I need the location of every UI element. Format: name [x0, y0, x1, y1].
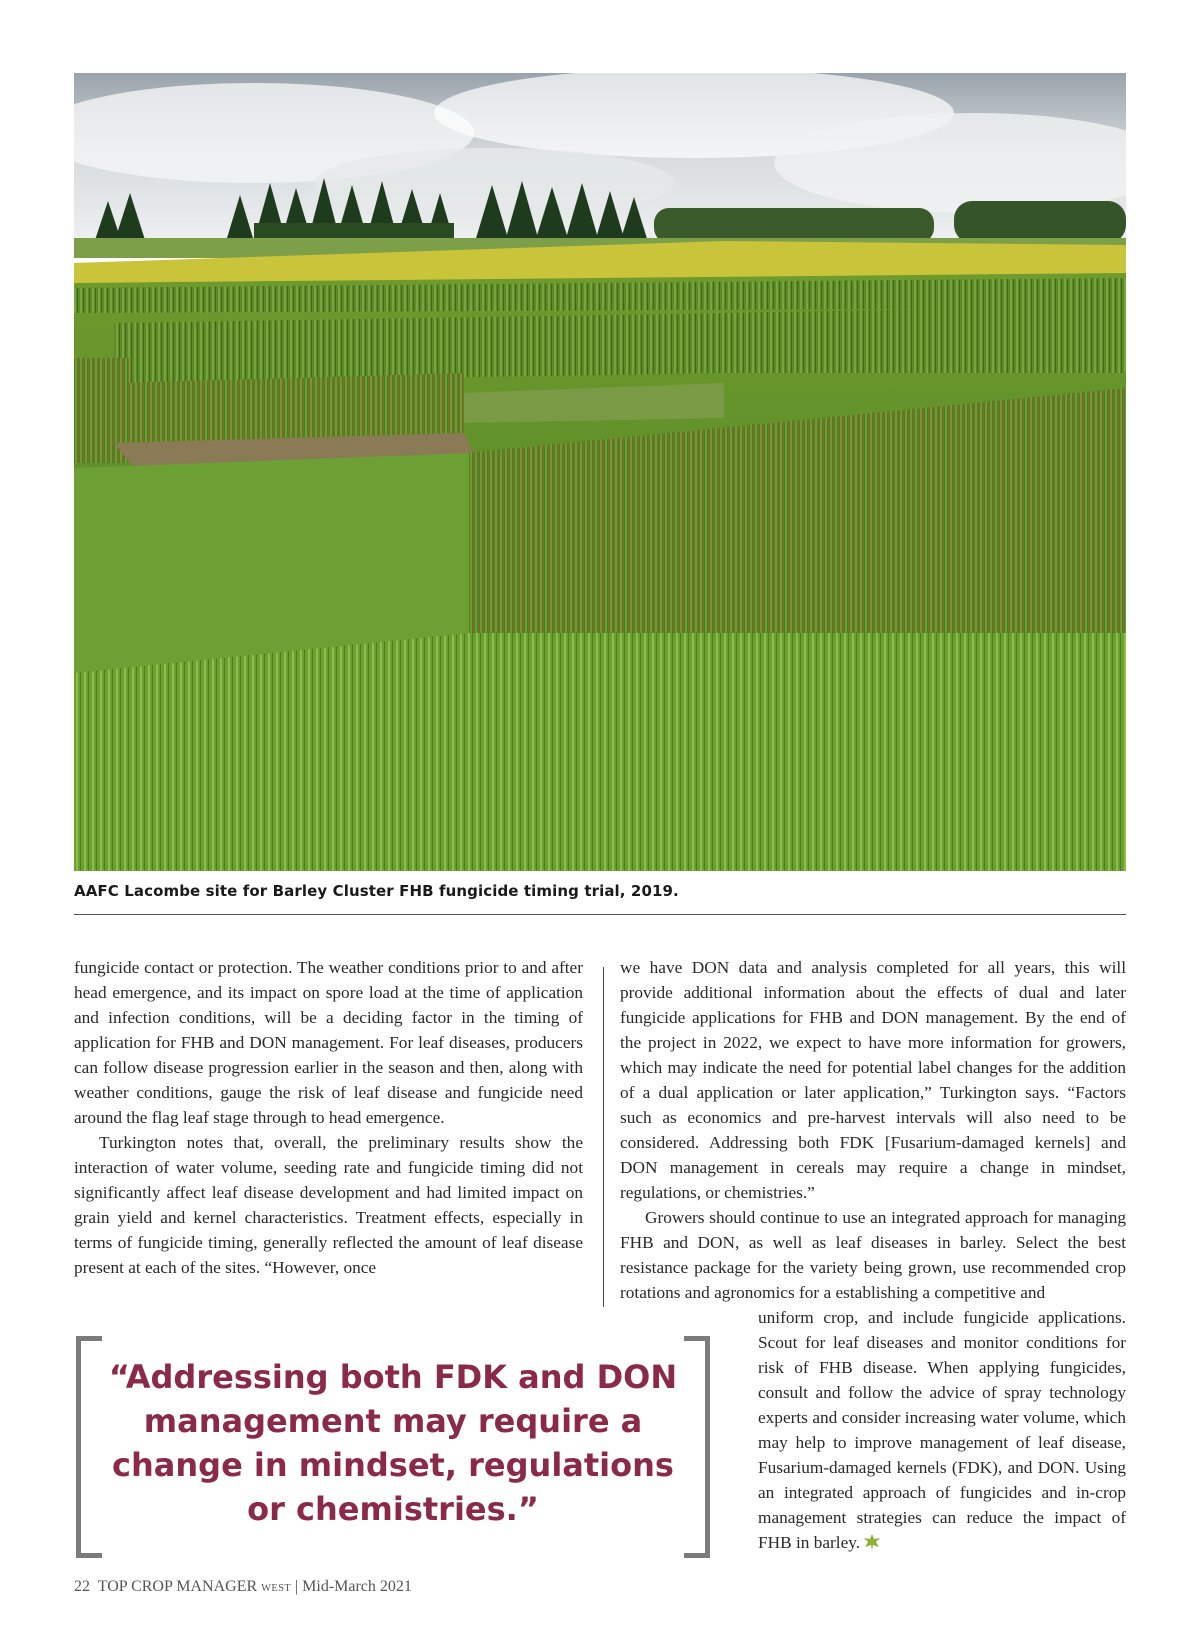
paragraph-continued	[758, 1305, 1126, 1558]
magazine-name: TOP CROP MANAGER	[97, 1578, 258, 1595]
paragraph-text: uniform crop, and include fungicide applications. Scout for leaf diseases and monitor conditions for risk of FHB disease. When applying fungicides, consult and follow the advice of spray technology experts and consider increasing water volume, which may help to improve management of leaf disease, Fusarium-damaged kernels (FDK), and DON. Using an integrated approach of fungicides and in-crop management strategies can reduce the impact of FHB in barley.	[758, 1308, 1126, 1552]
field-photo	[74, 73, 1126, 871]
caption-rule	[74, 914, 1126, 915]
article-column-right-continued	[758, 1305, 1126, 1558]
paragraph: Turkington notes that, overall, the preliminary results show the interaction of water volume, seeding rate and fungicide timing did not significantly affect leaf disease development and had limited impact on grain yield and kernel characteristics. Treatment effects, especially in terms of fungicide timing, generally reflected the amount of leaf disease present at each of the sites. “However, once	[74, 1133, 583, 1277]
leaf-icon	[862, 1533, 882, 1558]
article-column-right	[620, 955, 1126, 1305]
pull-quote-bracket-right	[684, 1336, 710, 1558]
pull-quote: “Addressing both FDK and DON management may require a change in mindset, regulations or chemistries.”	[108, 1358, 678, 1528]
pull-quote-bracket-left	[76, 1336, 102, 1558]
footer-separator: |	[294, 1578, 299, 1595]
article-column-left	[74, 955, 583, 1280]
paragraph: Growers should continue to use an integrated approach for managing FHB and DON, as well as leaf diseases in barley. Select the best resistance package for the variety being grown, use recommended crop rotations and agronomics for a establishing a competitive and	[620, 1208, 1126, 1302]
page-number: 22	[74, 1578, 90, 1595]
column-divider	[603, 967, 604, 1307]
paragraph: we have DON data and analysis completed for all years, this will provide additional information about the effects of dual and later fungicide applications for FHB and DON management. By the end of the project in 2022, we expect to have more information for growers, which may indicate the need for potential label changes for the addition of a dual application or later application,” Turkington says. “Factors such as economics and pre-harvest intervals will also need to be considered. Addressing both FDK [Fusarium-damaged kernels] and DON management in cereals may require a change in mindset, regulations, or chemistries.”	[620, 958, 1126, 1202]
photo-caption: AAFC Lacombe site for Barley Cluster FHB fungicide timing trial, 2019.	[74, 882, 679, 900]
magazine-edition: WEST	[261, 1583, 291, 1594]
page-footer	[74, 1578, 412, 1596]
paragraph: fungicide contact or protection. The weather conditions prior to and after head emergence, and its impact on spore load at the time of application and infection conditions, will be a deciding factor in the timing of application for FHB and DON management. For leaf diseases, producers can follow disease progression earlier in the season and then, along with weather conditions, gauge the risk of leaf disease and fungicide need around the flag leaf stage through to head emergence.	[74, 958, 583, 1127]
issue-date: Mid-March 2021	[302, 1578, 412, 1595]
